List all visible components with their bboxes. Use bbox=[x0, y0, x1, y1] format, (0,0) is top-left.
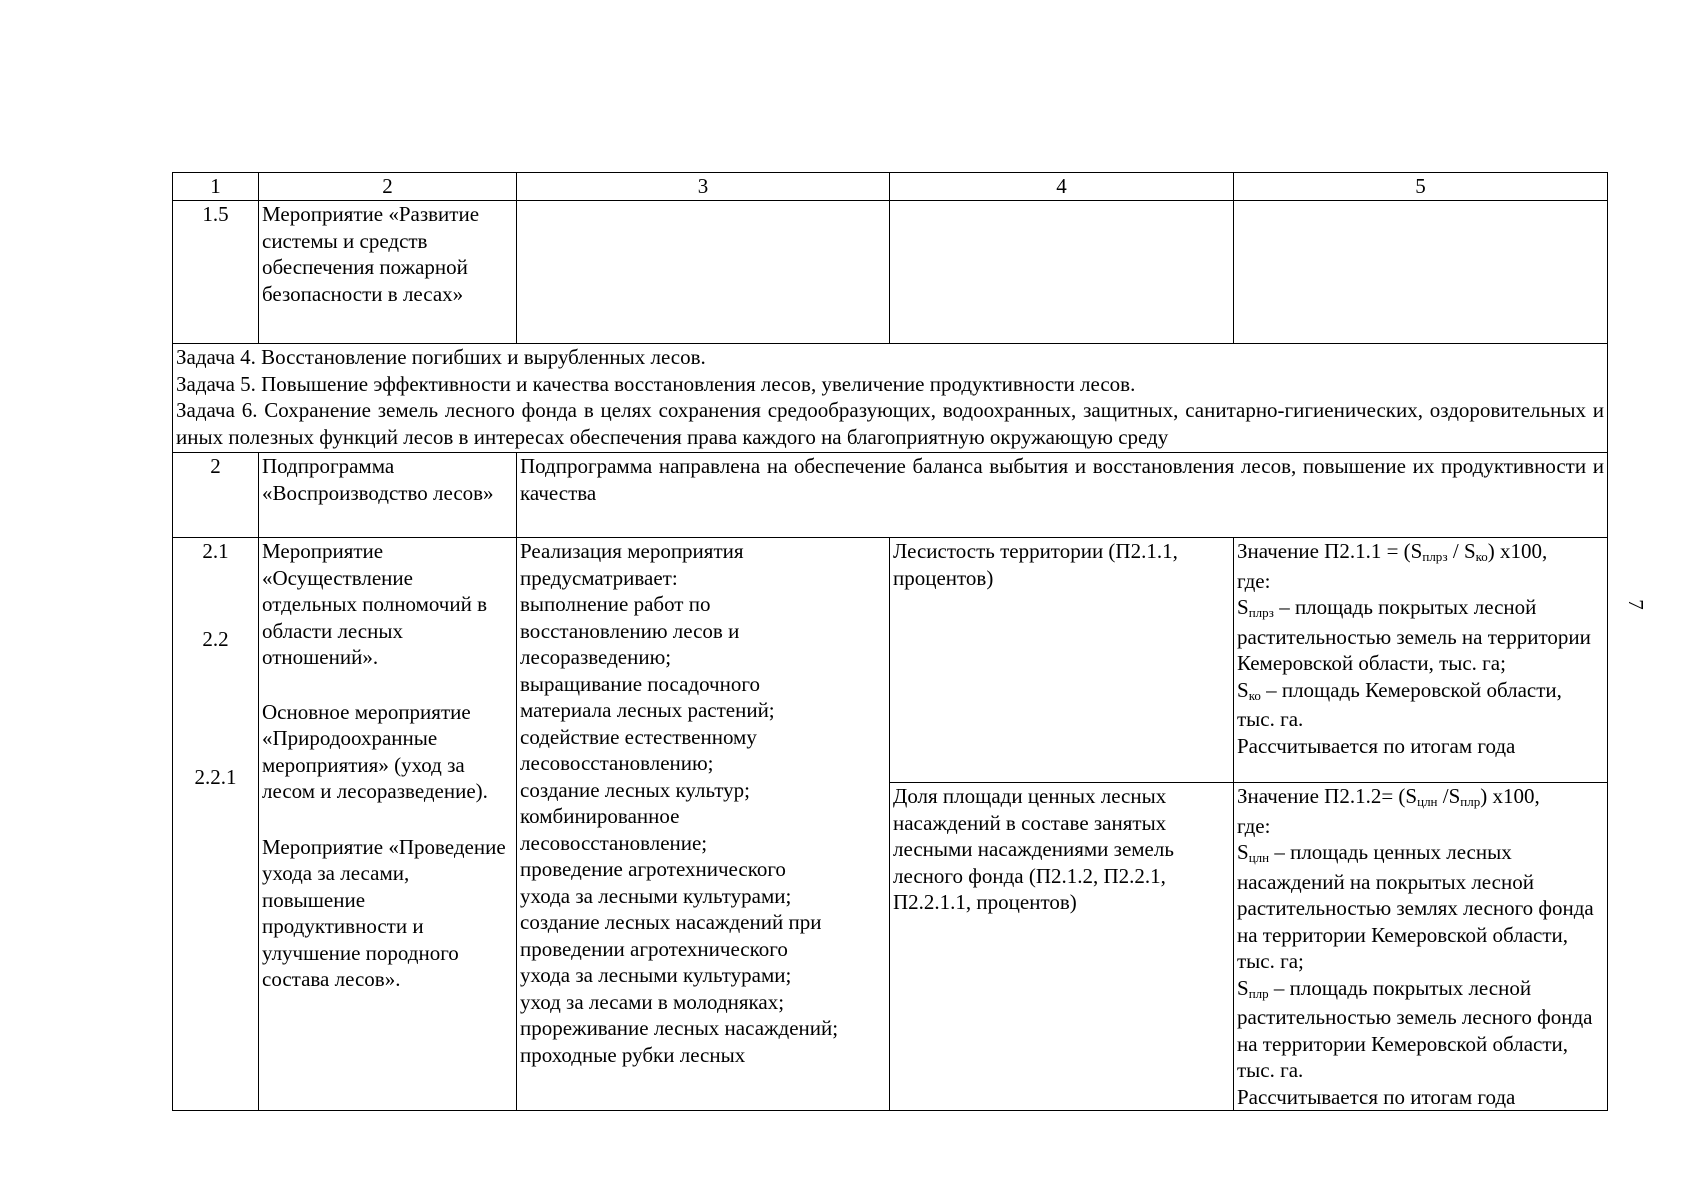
formula-subscript: ко bbox=[1248, 687, 1261, 703]
indicator-valuable-stands: Доля площади ценных лесных насаждений в составе занятых лесными насаждениями земель лесного фонда (П2.1.2, П2.2.1, П2.2.1.1, процентов) bbox=[890, 783, 1234, 1111]
task-5: Задача 5. Повышение эффективности и качества восстановления лесов, увеличение продуктивности лесов. bbox=[176, 371, 1136, 396]
empty-cell bbox=[1234, 201, 1608, 344]
formula-symbol: S bbox=[1237, 595, 1249, 619]
formula-valuable-stands bbox=[1234, 783, 1608, 1111]
col-num-3: 3 bbox=[517, 173, 890, 201]
column-numbers-row bbox=[173, 173, 1608, 201]
implementation-line: создание лесных насаждений при bbox=[520, 910, 822, 934]
measures-table bbox=[172, 172, 1608, 1111]
formula-text: Значение П2.1.2= (S bbox=[1237, 784, 1418, 808]
formula-note: Рассчитывается по итогам года bbox=[1237, 1084, 1516, 1109]
col-num-1: 1 bbox=[173, 173, 259, 201]
row-1-5 bbox=[173, 201, 1608, 344]
formula-symbol: S bbox=[1237, 840, 1249, 864]
implementation-line: ухода за лесными культурами; bbox=[520, 883, 792, 908]
formula-symbol: S bbox=[1237, 677, 1249, 702]
implementation-line: проходные рубки лесных bbox=[520, 1042, 746, 1067]
formula-text: – площадь покрытых лесной растительностью земель на территории Кемеровской области, тыс. га; bbox=[1237, 595, 1591, 675]
formula-subscript: плр bbox=[1248, 985, 1269, 1001]
row-number: 2.2 bbox=[202, 626, 229, 651]
task-4: Задача 4. Восстановление погибших и вырубленных лесов. bbox=[176, 345, 706, 369]
tasks-cell bbox=[173, 344, 1608, 453]
implementation-line: ухода за лесными культурами; bbox=[520, 963, 792, 987]
implementation-line: проведение агротехнического bbox=[520, 857, 786, 881]
implementation-line: предусматривает: bbox=[520, 565, 678, 590]
measure-name: Мероприятие «Осуществление отдельных полномочий в области лесных отношений». bbox=[262, 539, 488, 669]
formula-text: – площадь покрытых лесной растительностью земель лесного фонда на территории Кемеровской области, тыс. га. bbox=[1237, 975, 1593, 1082]
row-number: 2 bbox=[173, 453, 259, 538]
col-num-2: 2 bbox=[259, 173, 517, 201]
formula-text: Значение П2.1.1 = (S bbox=[1237, 539, 1423, 563]
empty-cell bbox=[517, 201, 890, 344]
implementation-line: выполнение работ по bbox=[520, 592, 711, 616]
implementation-line: комбинированное bbox=[520, 804, 680, 828]
formula-where: где: bbox=[1237, 568, 1271, 593]
implementation-line: создание лесных культур; bbox=[520, 777, 751, 802]
formula-where: где: bbox=[1237, 813, 1271, 838]
formula-definition bbox=[1237, 677, 1604, 733]
spacer bbox=[262, 671, 513, 699]
formula-line bbox=[1237, 783, 1604, 813]
row-2-1 bbox=[173, 538, 1608, 783]
spacer bbox=[262, 805, 513, 834]
measure-names-cell bbox=[259, 538, 517, 1111]
measure-name: Мероприятие «Проведение ухода за лесами, повышение продуктивности и улучшение породного состава лесов». bbox=[262, 834, 506, 991]
row-2 bbox=[173, 453, 1608, 538]
implementation-line: уход за лесами в молодняках; bbox=[520, 989, 785, 1014]
measure-name-line: безопасности в лесах» bbox=[262, 281, 464, 306]
implementation-line: прореживание лесных насаждений; bbox=[520, 1016, 839, 1040]
implementation-line: лесовосстановлению; bbox=[520, 751, 714, 775]
formula-text: ) х100, bbox=[1487, 539, 1548, 563]
formula-definition bbox=[1237, 975, 1604, 1084]
row-number: 2.2.1 bbox=[194, 765, 237, 789]
measure-name-line: обеспечения пожарной bbox=[262, 255, 468, 279]
formula-forest-cover bbox=[1234, 538, 1608, 783]
implementation-line: лесовосстановление; bbox=[520, 830, 708, 855]
subprogram-name: Подпрограмма «Воспроизводство лесов» bbox=[259, 453, 517, 538]
measure-name-line: Мероприятие «Развитие bbox=[262, 202, 480, 226]
formula-definition bbox=[1237, 839, 1604, 975]
spacer bbox=[176, 652, 255, 764]
spacer bbox=[176, 565, 255, 626]
empty-cell bbox=[890, 201, 1234, 344]
implementation-line: лесоразведению; bbox=[520, 645, 672, 669]
implementation-line: выращивание посадочного bbox=[520, 671, 760, 696]
formula-symbol: S bbox=[1237, 975, 1249, 1000]
formula-subscript: плрз bbox=[1422, 549, 1448, 564]
formula-subscript: цлн bbox=[1248, 850, 1270, 865]
subprogram-description: Подпрограмма направлена на обеспечение баланса выбытия и восстановления лесов, повышение их продуктивности и качества bbox=[517, 453, 1608, 538]
formula-text: /S bbox=[1437, 784, 1461, 808]
measure-name-line: системы и средств bbox=[262, 228, 428, 253]
indicator-forest-cover: Лесистость территории (П2.1.1, процентов) bbox=[890, 538, 1234, 783]
implementation-cell bbox=[517, 538, 890, 1111]
implementation-line: Реализация мероприятия bbox=[520, 539, 744, 563]
formula-text: / S bbox=[1447, 539, 1476, 563]
row-number: 2.1 bbox=[202, 539, 229, 563]
formula-definition bbox=[1237, 594, 1604, 677]
implementation-line: материала лесных растений; bbox=[520, 698, 775, 722]
formula-text: – площадь Кемеровской области, тыс. га. bbox=[1237, 677, 1562, 731]
col-num-5: 5 bbox=[1234, 173, 1608, 201]
implementation-line: проведении агротехнического bbox=[520, 936, 788, 961]
formula-text: – площадь ценных лесных насаждений на покрытых лесной растительностью землях лесного фонда на территории Кемеровской области, тыс. га; bbox=[1237, 840, 1594, 973]
formula-note: Рассчитывается по итогам года bbox=[1237, 733, 1516, 758]
page-number: 7 bbox=[1623, 599, 1648, 610]
formula-subscript: плр bbox=[1460, 794, 1481, 809]
formula-subscript: плрз bbox=[1248, 605, 1274, 620]
implementation-line: содействие естественному bbox=[520, 724, 757, 749]
task-6: Задача 6. Сохранение земель лесного фонда в целях сохранения средообразующих, водоохранных, защитных, санитарно-гигиенических, оздоровительных и иных полезных функций лесов в интересах обеспечения права каждого на благоприятную окружающую среду bbox=[176, 398, 1604, 449]
formula-line bbox=[1237, 538, 1604, 568]
measure-name bbox=[259, 201, 517, 344]
formula-subscript: цлн bbox=[1417, 794, 1438, 809]
measure-name: Основное мероприятие «Природоохранные мероприятия» (уход за лесом и лесоразведение). bbox=[262, 699, 488, 803]
implementation-line: восстановлению лесов и bbox=[520, 618, 740, 643]
col-num-4: 4 bbox=[890, 173, 1234, 201]
formula-subscript: ко bbox=[1475, 549, 1488, 564]
formula-text: ) х100, bbox=[1480, 784, 1540, 808]
row-numbers-cell bbox=[173, 538, 259, 1111]
row-number: 1.5 bbox=[173, 201, 259, 344]
tasks-row bbox=[173, 344, 1608, 453]
